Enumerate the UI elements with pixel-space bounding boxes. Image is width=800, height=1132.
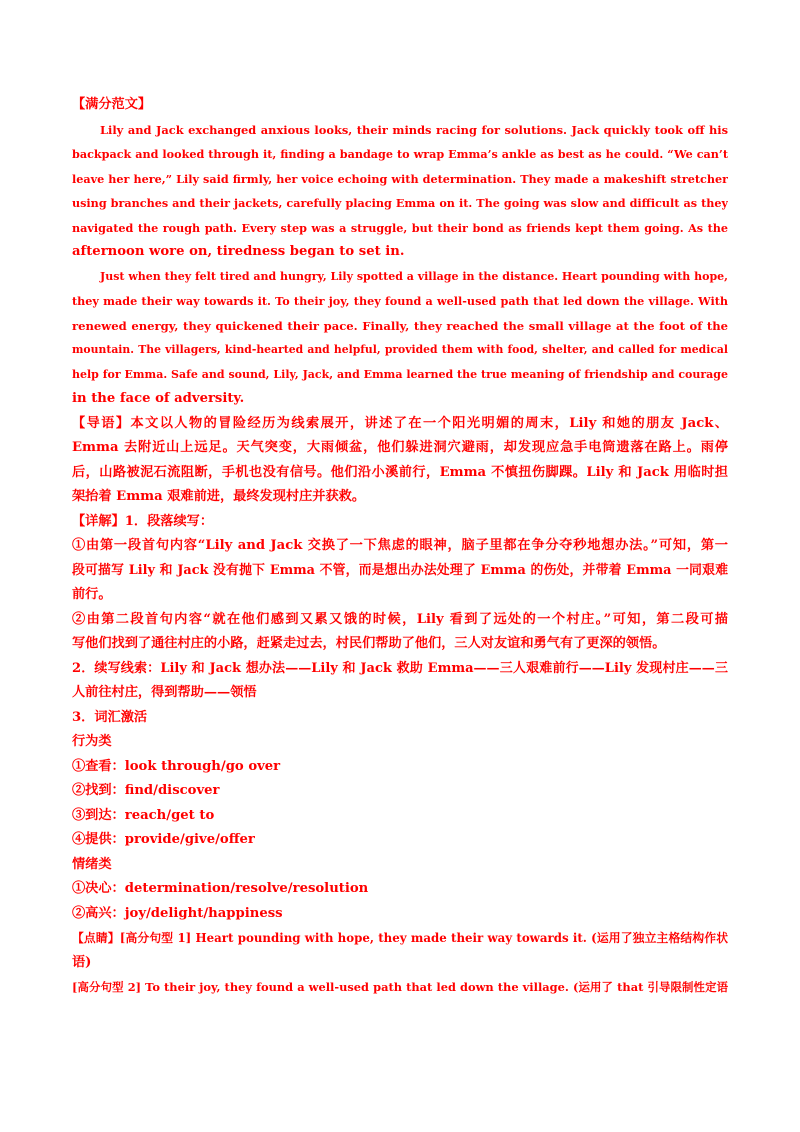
vocab-category-heading: 行为类 bbox=[72, 734, 112, 749]
detail-section bbox=[72, 510, 728, 657]
clue-section bbox=[72, 657, 728, 706]
vocab-section bbox=[72, 706, 728, 927]
vocab-item: ②找到：find/discover bbox=[72, 783, 220, 798]
text-line: ②由第二段首句内容“就在他们感到又累又饿的时候，Lily 看到了远处的一个村庄。”可知，第二段可描 bbox=[72, 611, 728, 627]
vocab-item: ①决心：determination/resolve/resolution bbox=[72, 881, 369, 896]
text-line: leave her here,” Lily said firmly, her voice echoing with determination. They made a makeshift stretcher bbox=[72, 171, 728, 186]
text-line: afternoon wore on, tiredness began to set in. bbox=[72, 244, 405, 259]
text-line: in the face of adversity. bbox=[72, 391, 245, 406]
essay-heading: 【满分范文】 bbox=[72, 97, 152, 112]
text-line: they made their way towards it. To their joy, they found a well-used path that led down the village. With bbox=[72, 294, 728, 308]
text-line: navigated the rough path. Every step was a struggle, but their bond as friends kept them going. As the bbox=[72, 220, 728, 235]
text-line: 架抬着 Emma 艰难前进，最终发现村庄并获救。 bbox=[72, 489, 366, 504]
essay-paragraph-2 bbox=[72, 265, 728, 412]
text-line: Emma 去附近山上远足。天气突变，大雨倾盆，他们躲进洞穴避雨，却发现应急手电筒遗落在路上。雨停 bbox=[72, 440, 728, 455]
text-line: backpack and looked through it, finding a bandage to wrap Emma’s ankle as best as he could. “We can’t bbox=[72, 147, 728, 161]
text-line: 【导语】本文以人物的冒险经历为线索展开，讲述了在一个阳光明媚的周末，Lily 和她的朋友 Jack、 bbox=[72, 415, 728, 431]
text-line: 前行。 bbox=[72, 587, 112, 602]
vocab-category-heading: 情绪类 bbox=[72, 856, 112, 872]
text-line: 人前往村庄，得到帮助——领悟 bbox=[72, 685, 257, 700]
text-line: mountain. The villagers, kind-hearted and helpful, provided them with food, shelter, and called for medical bbox=[72, 343, 728, 356]
vocab-heading: 3．词汇激活 bbox=[72, 709, 148, 725]
text-line: 语) bbox=[72, 954, 92, 970]
text-line: 2．续写线索：Lily 和 Jack 想办法——Lily 和 Jack 救助 Emma——三人艰难前行——Lily 发现村庄——三 bbox=[72, 660, 728, 676]
vocab-item: ①查看：look through/go over bbox=[72, 758, 281, 774]
text-line: 写他们找到了通往村庄的小路，赶紧走过去，村民们帮助了他们，三人对友谊和勇气有了更深的领悟。 bbox=[72, 636, 666, 651]
text-line: ①由第一段首句内容“Lily and Jack 交换了一下焦虑的眼神，脑子里都在争分夺秒地想办法。”可知，第一 bbox=[72, 538, 728, 553]
guide-section bbox=[72, 412, 728, 510]
text-line: Just when they felt tired and hungry, Lily spotted a village in the distance. Heart pounding with hope, bbox=[100, 269, 728, 283]
text-line: 【点睛】[高分句型 1] Heart pounding with hope, they made their way towards it. (运用了独立主格结构作状 bbox=[72, 931, 728, 945]
text-line: [高分句型 2] To their joy, they found a well-used path that led down the village. (运用了 that 引导限制性定语 bbox=[72, 980, 728, 994]
vocab-item: ②高兴：joy/delight/happiness bbox=[72, 905, 283, 921]
text-line: help for Emma. Safe and sound, Lily, Jack, and Emma learned the true meaning of friendship and courage bbox=[72, 367, 728, 381]
text-line: 段可描写 Lily 和 Jack 没有抛下 Emma 不管，而是想出办法处理了 Emma 的伤处，并带着 Emma 一同艰难 bbox=[72, 562, 728, 578]
vocab-item: ③到达：reach/get to bbox=[72, 807, 215, 823]
text-line: renewed energy, they quickened their pace. Finally, they reached the small village at the foot of the bbox=[72, 318, 728, 333]
document-page bbox=[72, 93, 728, 1000]
detail-heading: 【详解】1．段落续写： bbox=[72, 513, 214, 529]
text-line: using branches and their jackets, carefully placing Emma on it. The going was slow and difficult as they bbox=[72, 196, 728, 210]
text-line: Lily and Jack exchanged anxious looks, their minds racing for solutions. Jack quickly took off his bbox=[100, 122, 728, 137]
vocab-item: ④提供：provide/give/offer bbox=[72, 832, 255, 847]
essay-paragraph-1 bbox=[72, 118, 728, 265]
text-line: 后，山路被泥石流阻断，手机也没有信号。他们沿小溪前行，Emma 不慎扭伤脚踝。Lily 和 Jack 用临时担 bbox=[72, 464, 728, 480]
highlight-section bbox=[72, 926, 728, 1000]
